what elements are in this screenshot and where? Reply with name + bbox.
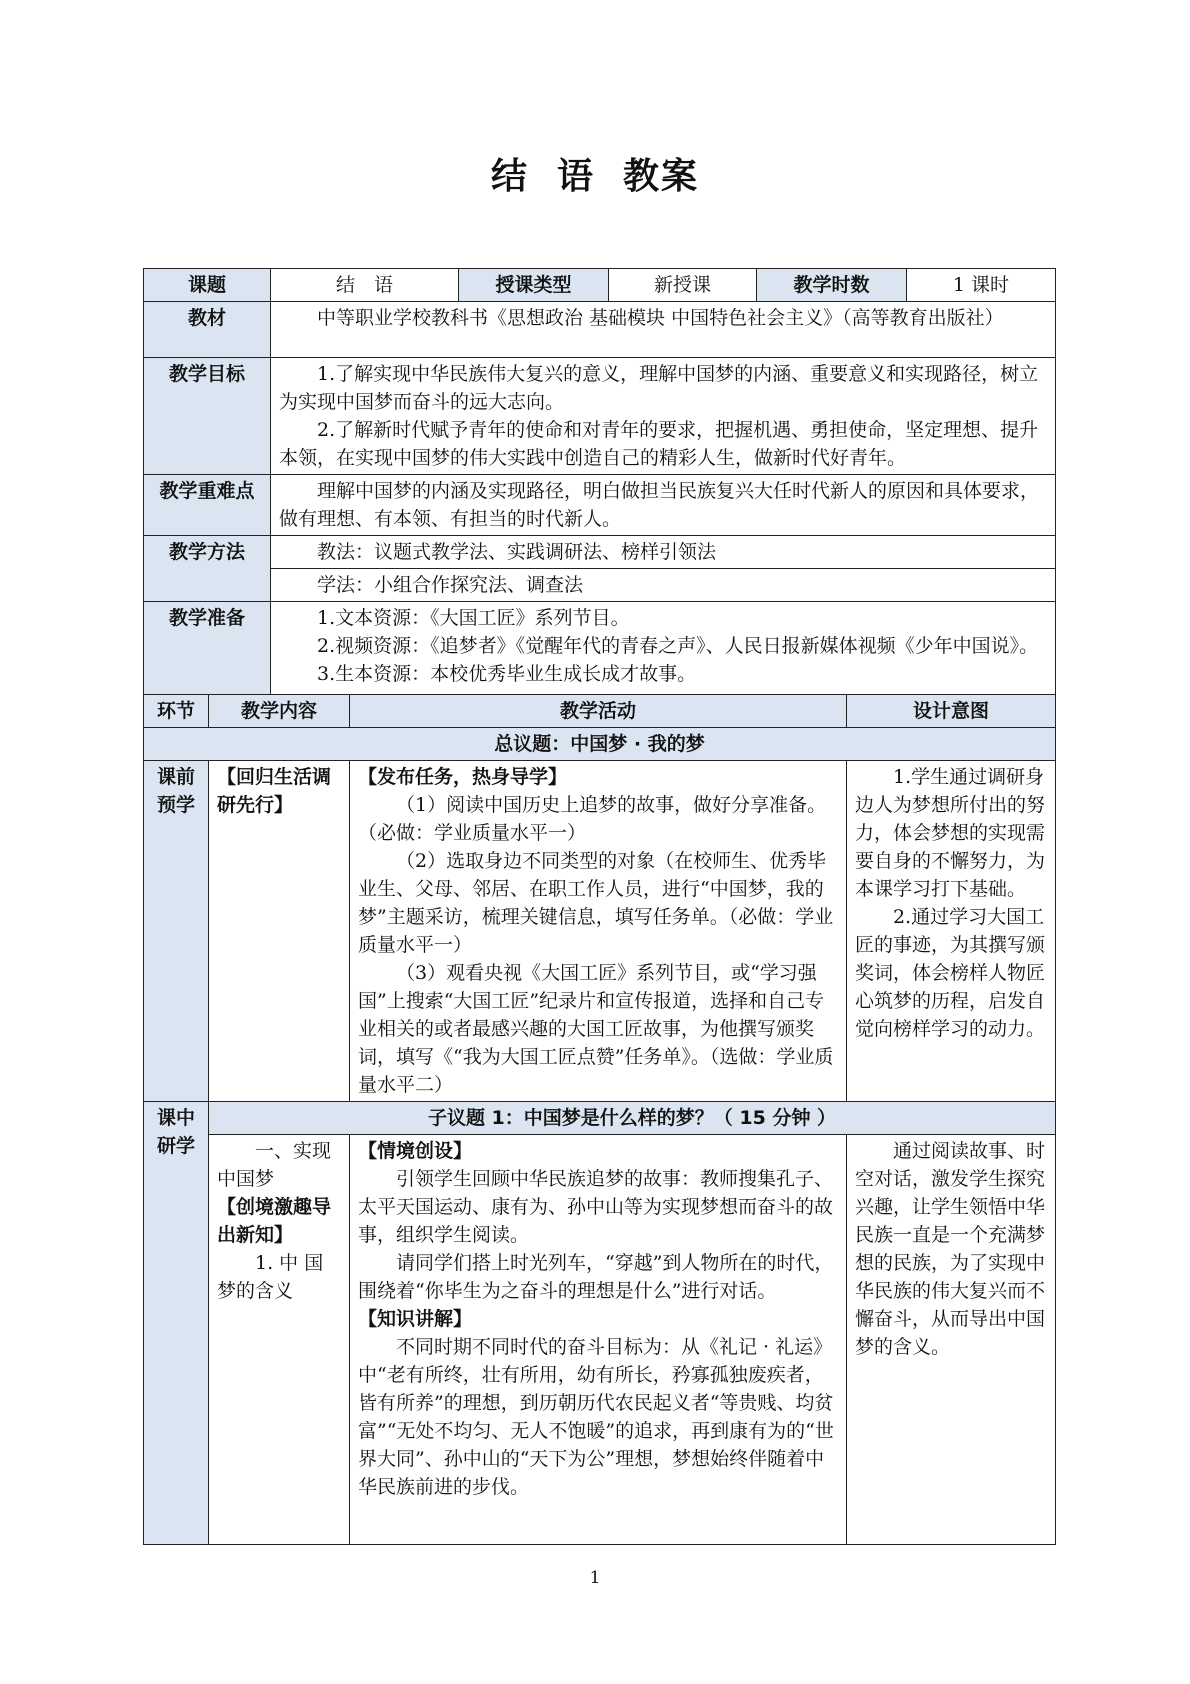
goal-label: 教学目标 [144, 358, 271, 475]
mid-intent [847, 1135, 1056, 1545]
mid-activity-head: 【知识讲解】 [358, 1308, 473, 1330]
hours-label: 教学时数 [757, 269, 907, 302]
pre-intent-item: 2.通过学习大国工匠的事迹，为其撰写颁奖词，体会榜样人物匠心筑梦的历程，启发自觉向榜样学习的动力。 [855, 906, 1046, 1040]
pre-activity-item: （1）阅读中国历史上追梦的故事，做好分享准备。（必做：学业质量水平一） [358, 794, 827, 844]
header-intent: 设计意图 [847, 695, 1056, 728]
key-value: 理解中国梦的内涵及实现路径，明白做担当民族复兴大任时代新人的原因和具体要求，做有理想、有本领、有担当的时代新人。 [271, 475, 1056, 536]
pre-activity-item: （2）选取身边不同类型的对象（在校师生、优秀毕业生、父母、邻居、在职工作人员，进行“中国梦，我的梦”主题采访，梳理关键信息，填写任务单。（必做：学业质量水平一） [358, 850, 834, 956]
pre-activity [350, 761, 847, 1102]
prep-item: 3.生本资源：本校优秀毕业生成长成才故事。 [317, 663, 697, 685]
method-label: 教学方法 [144, 536, 271, 602]
material-value: 中等职业学校教科书《思想政治 基础模块 中国特色社会主义》（高等教育出版社） [271, 302, 1056, 358]
mid-content-subhead: 【创境激趣导出新知】 [217, 1196, 332, 1246]
pre-activity-item: （3）观看央视《大国工匠》系列节目，或“学习强国”上搜索“大国工匠”纪录片和宣传报道，选择和自己专业相关的或者最感兴趣的大国工匠故事，为他撰写颁奖词，填写《“我为大国工匠点赞”任务单》。（选做：学业质量水平二） [358, 962, 834, 1096]
title-part-1: 结 [490, 156, 529, 197]
title-part-3: 教案 [623, 156, 700, 197]
sub-topic-1: 子议题 1：中国梦是什么样的梦？（ 15 分钟 ） [209, 1102, 1056, 1135]
pre-intent [847, 761, 1056, 1102]
mid-content-point: 1. 中 国 梦的含义 [217, 1252, 324, 1302]
page-number: 1 [589, 1568, 601, 1588]
pre-intent-item: 1.学生通过调研身边人为梦想所付出的努力，体会梦想的实现需要自身的不懈努力，为本课学习打下基础。 [855, 766, 1046, 900]
material-label: 教材 [144, 302, 271, 358]
learn-method: 学法：小组合作探究法、调查法 [271, 569, 1056, 602]
info-table [143, 268, 1056, 714]
hours-value: 1 课时 [907, 269, 1056, 302]
pre-stage: 课前预学 [144, 761, 209, 1102]
prep-item: 2.视频资源：《追梦者》《觉醒年代的青春之声》、人民日报新媒体视频《少年中国说》。 [317, 635, 1039, 657]
goal-item: 2.了解新时代赋予青年的使命和对青年的要求，把握机遇、勇担使命，坚定理想、提升本领，在实现中国梦的伟大实践中创造自己的精彩人生，做新时代好青年。 [279, 419, 1039, 469]
goal-item: 1.了解实现中华民族伟大复兴的意义，理解中国梦的内涵、重要意义和实现路径，树立为实现中国梦而奋斗的远大志向。 [279, 363, 1039, 413]
mid-content-section: 一、实现中国梦 [217, 1140, 332, 1190]
teach-method: 教法：议题式教学法、实践调研法、榜样引领法 [271, 536, 1056, 569]
mid-stage: 课中研学 [144, 1102, 209, 1545]
page-title [0, 148, 1190, 199]
header-stage: 环节 [144, 695, 209, 728]
header-content: 教学内容 [209, 695, 350, 728]
mid-activity [350, 1135, 847, 1545]
prep-label: 教学准备 [144, 602, 271, 714]
type-label: 授课类型 [459, 269, 609, 302]
mid-activity-item: 请同学们搭上时光列车，“穿越”到人物所在的时代，围绕着“你毕生为之奋斗的理想是什么”进行对话。 [358, 1252, 834, 1302]
mid-content [209, 1135, 350, 1545]
header-activity: 教学活动 [350, 695, 847, 728]
mid-activity-head: 【情境创设】 [358, 1140, 473, 1162]
topic-label: 课题 [144, 269, 271, 302]
mid-activity-item: 不同时期不同时代的奋斗目标为：从《礼记 · 礼运》中“老有所终，壮有所用，幼有所长，矜寡孤独废疾者，皆有所养”的理想，到历朝历代农民起义者“等贵贱、均贫富”“无处不均匀、无人不饱暖”的追求，再到康有为的“世界大同”、孙中山的“天下为公”理想，梦想始终伴随着中华民族前进的步伐。 [358, 1336, 834, 1498]
goal-cell [271, 358, 1056, 475]
mid-activity-item: 引领学生回顾中华民族追梦的故事：教师搜集孔子、太平天国运动、康有为、孙中山等为实现梦想而奋斗的故事，组织学生阅读。 [358, 1168, 834, 1246]
mid-intent-text: 通过阅读故事、时空对话，激发学生探究兴趣，让学生领悟中华民族一直是一个充满梦想的民族，为了实现中华民族的伟大复兴而不懈奋斗，从而导出中国梦的含义。 [855, 1140, 1046, 1358]
process-table [143, 694, 1056, 1545]
main-topic: 总议题：中国梦 · 我的梦 [144, 728, 1056, 761]
key-label: 教学重难点 [144, 475, 271, 536]
topic-value: 结 语 [271, 269, 459, 302]
pre-content: 【回归生活调研先行】 [209, 761, 350, 1102]
pre-activity-head: 【发布任务，热身导学】 [358, 766, 568, 788]
type-value: 新授课 [609, 269, 757, 302]
title-part-2: 语 [556, 156, 595, 197]
prep-item: 1.文本资源：《大国工匠》系列节目。 [317, 607, 630, 629]
